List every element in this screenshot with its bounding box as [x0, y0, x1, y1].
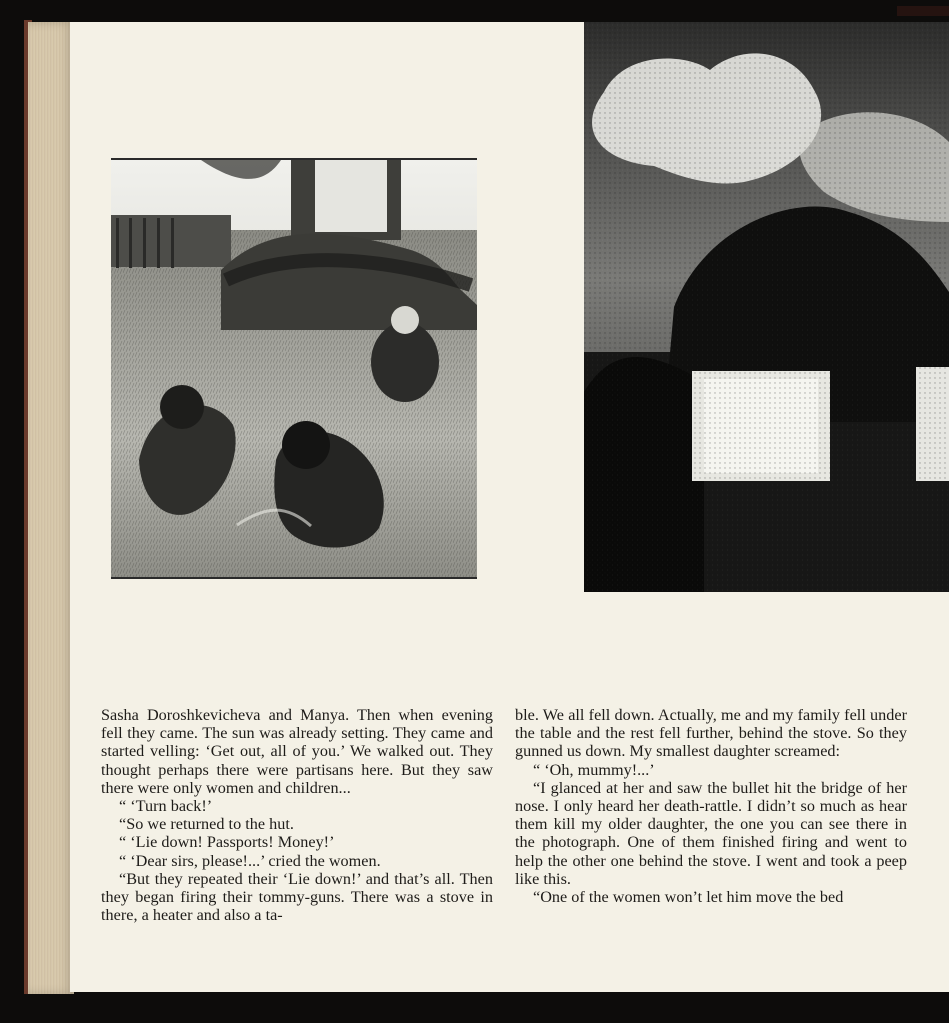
- paragraph: “ ‘Turn back!’: [119, 797, 213, 816]
- paragraph: “ ‘Oh, mummy!...’: [533, 760, 655, 779]
- paragraph: “ ‘Dear sirs, please!...’ cried the women.: [119, 851, 381, 870]
- page-edges: [28, 22, 74, 994]
- paragraph: “One of the women won’t let him move the bed: [533, 888, 844, 907]
- top-shadow: [0, 0, 949, 22]
- paragraph: “So we returned to the hut.: [119, 815, 294, 834]
- cover-corner: [897, 6, 949, 16]
- paragraph: ble. We all fell down. Actually, me and my family fell under the table and the rest fell further, behind the stove. So they gunned us down. My smallest daughter screamed:: [515, 706, 907, 761]
- children-field-photo: [111, 158, 477, 579]
- paragraph: “But they repeated their ‘Lie down!’ and that’s all. Then they began firing their tommy-guns. There was a stove in there, a heater and also a ta-: [101, 869, 493, 925]
- paragraph: Sasha Doroshkevicheva and Manya. Then when evening fell they came. The sun was already setting. They came and started velling: ‘Get out, all of you.’ We walked out. They thought perhaps there were partisans here. But they saw there were only women and children...: [101, 706, 493, 797]
- text-column-right: [515, 706, 907, 906]
- paragraph: “I glanced at her and saw the bullet hit the bridge of her nose. I only heard her death-rattle. I didn’t so much as hear them kill my older daughter, the one you can see there in the photograph. One of them finished firing and went to help the other one behind the stove. I went and took a peep like this.: [515, 778, 907, 888]
- text-column-left: [101, 706, 493, 924]
- paragraph: “ ‘Lie down! Passports! Money!’: [119, 833, 335, 852]
- memorial-photo: [584, 22, 949, 592]
